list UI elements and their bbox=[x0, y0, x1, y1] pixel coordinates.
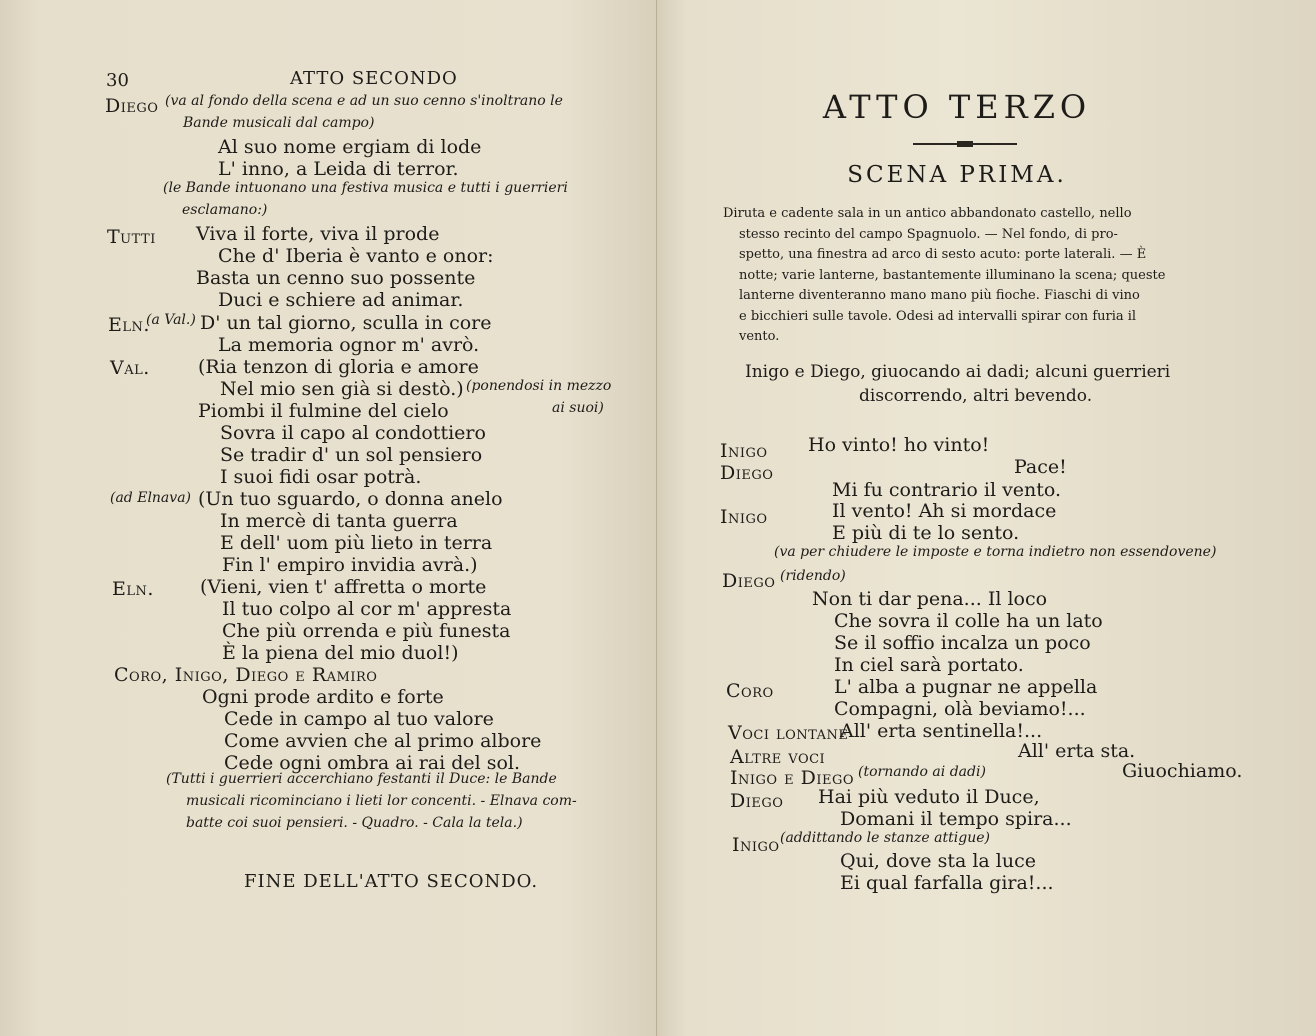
verse-line: Se il soffio incalza un poco bbox=[834, 632, 1091, 654]
verse-line: Che più orrenda e più funesta bbox=[222, 620, 511, 642]
verse-line: In mercè di tanta guerra bbox=[220, 510, 458, 532]
speaker-label: Inigo bbox=[720, 506, 768, 528]
verse-line: Nel mio sen già si destò.) bbox=[220, 378, 464, 400]
verse-line: Fin l' empiro invidia avrà.) bbox=[222, 554, 478, 576]
speaker-label: Inigo bbox=[720, 440, 768, 462]
verse-line: Viva il forte, viva il prode bbox=[196, 223, 440, 245]
verse-line: Come avvien che al primo albore bbox=[224, 730, 542, 752]
verse-line: Se tradir d' un sol pensiero bbox=[220, 444, 483, 466]
verse-line: Cede in campo al tuo valore bbox=[224, 708, 494, 730]
stage-direction: (addittando le stanze attigue) bbox=[780, 830, 990, 846]
speaker-label: Inigo bbox=[732, 834, 780, 856]
verse-line: In ciel sarà portato. bbox=[834, 654, 1024, 676]
verse-line: Che d' Iberia è vanto e onor: bbox=[218, 245, 494, 267]
speaker-label: Diego bbox=[722, 570, 776, 592]
verse-line: La memoria ognor m' avrò. bbox=[218, 334, 480, 356]
verse-line: Che sovra il colle ha un lato bbox=[834, 610, 1103, 632]
cast-line-2: discorrendo, altri bevendo. bbox=[859, 386, 1093, 406]
verse-line: D' un tal giorno, scullа in core bbox=[200, 312, 492, 334]
verse-line: Ho vinto! ho vinto! bbox=[808, 434, 990, 456]
speaker-label: Altre voci bbox=[730, 746, 826, 768]
verse-line: E dell' uom più lieto in terra bbox=[220, 532, 493, 554]
stage-direction: (va al fondo della scena e ad un suo cenno s'inoltrano le bbox=[165, 93, 563, 109]
fine-atto: FINE DELL'ATTO SECONDO. bbox=[244, 871, 539, 892]
verse-line: Pace! bbox=[1014, 456, 1067, 478]
verse-line: Al suo nome ergiam di lode bbox=[218, 136, 482, 158]
verse-line: E più di te lo sento. bbox=[832, 522, 1020, 544]
speaker-label: Inigo e Diego bbox=[730, 767, 855, 789]
act-title: ATTO TERZO bbox=[822, 88, 1092, 126]
description-line: stesso recinto del campo Spagnuolo. — Nel fondo, di pro- bbox=[739, 226, 1118, 242]
verse-line: Sovra il capo al condottiero bbox=[220, 422, 486, 444]
stage-direction: batte coi suoi pensieri. - Quadro. - Cala la tela.) bbox=[186, 815, 523, 831]
stage-direction: (ponendosi in mezzo bbox=[466, 378, 612, 394]
verse-line: Basta un cenno suo possente bbox=[196, 267, 476, 289]
verse-line: Il tuo colpo al cor m' appresta bbox=[222, 598, 512, 620]
verse-line: Non ti dar pena... Il loco bbox=[812, 588, 1048, 610]
speaker-label: Val. bbox=[110, 357, 150, 379]
verse-line: Ei qual farfalla gira!... bbox=[840, 872, 1054, 894]
verse-line: Cede ogni ombra ai rai del sol. bbox=[224, 752, 521, 774]
stage-direction: (Tutti i guerrieri accerchiano festanti il Duce: le Bande bbox=[166, 771, 557, 787]
verse-line: Mi fu contrario il vento. bbox=[832, 479, 1062, 501]
description-line: lanterne diventeranno mano mano più fioche. Fiaschi di vino bbox=[739, 288, 1140, 303]
verse-line: È la piena del mio duol!) bbox=[222, 642, 459, 664]
description-line: Diruta e cadente sala in un antico abbandonato castello, nello bbox=[723, 206, 1132, 221]
description-line: e bicchieri sulle tavole. Odesi ad intervalli spirar con furia il bbox=[739, 308, 1137, 324]
ornament-rule bbox=[913, 132, 1017, 138]
description-line: spetto, una finestra ad arco di sesto acuto: porte laterali. — È bbox=[739, 247, 1147, 262]
speaker-label: Tutti bbox=[107, 226, 156, 248]
page-number: 30 bbox=[106, 70, 129, 91]
verse-line: Il vento! Ah si mordace bbox=[832, 500, 1057, 522]
verse-line: (Ria tenzon di gloria e amore bbox=[198, 356, 479, 378]
verse-line: Domani il tempo spira... bbox=[840, 808, 1072, 830]
speaker-label: Diego bbox=[105, 95, 159, 117]
stage-direction: ai suoi) bbox=[552, 400, 604, 416]
description-line: notte; varie lanterne, bastantemente illuminano la scena; queste bbox=[739, 267, 1166, 283]
stage-direction: esclamano:) bbox=[182, 202, 268, 218]
speaker-label: Diego bbox=[720, 462, 774, 484]
verse-line: Ogni prode ardito e forte bbox=[202, 686, 444, 708]
speaker-label: Coro, Inigo, Diego e Ramiro bbox=[114, 664, 378, 686]
speaker-label: Diego bbox=[730, 790, 784, 812]
stage-direction: musicali ricominciano i lieti lor concenti. - Elnava com- bbox=[186, 793, 577, 809]
cast-line-1: Inigo e Diego, giuocando ai dadi; alcuni guerrieri bbox=[745, 362, 1171, 382]
speaker-label: Eln. bbox=[112, 578, 154, 600]
scene-title: SCENA PRIMA. bbox=[847, 162, 1067, 188]
running-head: ATTO SECONDO bbox=[290, 68, 458, 89]
stage-direction: (ad Elnava) bbox=[110, 490, 191, 506]
verse-line: Compagni, olà beviamo!... bbox=[834, 698, 1086, 720]
right-page bbox=[657, 0, 1316, 1036]
speaker-label: Coro bbox=[726, 680, 774, 702]
verse-line: Hai più veduto il Duce, bbox=[818, 786, 1040, 808]
stage-direction: Bande musicali dal campo) bbox=[183, 115, 375, 131]
verse-line: All' erta sentinella!... bbox=[840, 720, 1043, 742]
verse-line: Duci e schiere ad animar. bbox=[218, 289, 464, 311]
stage-direction: (le Bande intuonano una festiva musica e tutti i guerrieri bbox=[163, 180, 568, 196]
speaker-label: Eln. bbox=[108, 314, 150, 336]
verse-line: L' alba a pugnar ne appella bbox=[834, 676, 1098, 698]
verse-line: All' erta sta. bbox=[1018, 740, 1136, 762]
verse-line: (Un tuo sguardo, o donna anelo bbox=[198, 488, 503, 510]
speaker-label: Voci lontane bbox=[728, 722, 849, 744]
left-page bbox=[0, 0, 657, 1036]
verse-line: Giuochiamo. bbox=[1122, 760, 1243, 782]
stage-direction: (a Val.) bbox=[146, 312, 196, 328]
verse-line: (Vieni, vien t' affretta o morte bbox=[200, 576, 487, 598]
verse-line: Piombi il fulmine del cielo bbox=[198, 400, 449, 422]
stage-direction: (ridendo) bbox=[780, 568, 846, 584]
verse-line: Qui, dove sta la luce bbox=[840, 850, 1036, 872]
verse-line: L' inno, a Leida di terror. bbox=[218, 158, 459, 180]
description-line: vento. bbox=[739, 329, 780, 344]
stage-direction: (va per chiudere le imposte e torna indietro non essendovene) bbox=[774, 544, 1217, 560]
stage-direction: (tornando ai dadi) bbox=[858, 764, 986, 780]
verse-line: I suoi fidi osar potrà. bbox=[220, 466, 422, 488]
